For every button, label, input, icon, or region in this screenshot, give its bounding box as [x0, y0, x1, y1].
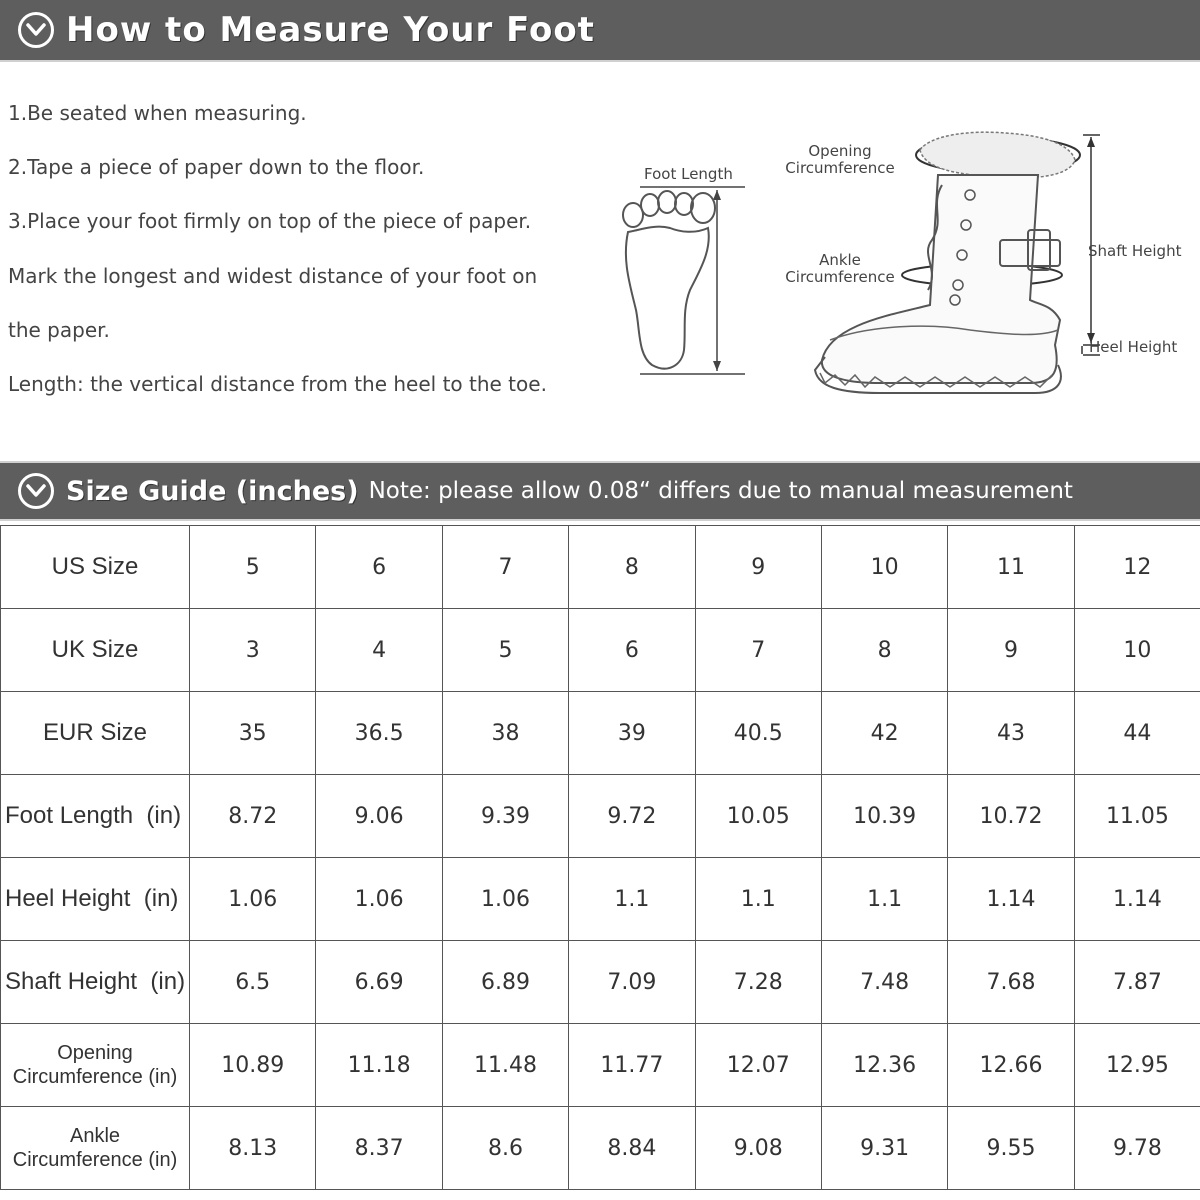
chevron-down-icon: [18, 12, 54, 48]
table-row: [1, 775, 1200, 858]
table-cell: 43: [948, 692, 1074, 775]
table-cell: 9.06: [316, 775, 442, 858]
row-label: Heel Height (in): [1, 858, 190, 941]
chevron-down-icon: [18, 473, 54, 509]
table-cell: 9: [948, 609, 1074, 692]
table-cell: 12.66: [948, 1024, 1074, 1107]
table-cell: 9.08: [695, 1107, 821, 1190]
size-table: [0, 525, 1200, 1190]
table-cell: 1.06: [442, 858, 568, 941]
table-cell: 8.37: [316, 1107, 442, 1190]
table-cell: 9: [695, 526, 821, 609]
table-cell: 11.05: [1074, 775, 1200, 858]
row-label: [1, 1024, 190, 1107]
size-guide-header: [0, 461, 1200, 521]
table-cell: 42: [821, 692, 947, 775]
table-cell: 1.14: [948, 858, 1074, 941]
table-cell: 10.72: [948, 775, 1074, 858]
table-cell: 1.1: [821, 858, 947, 941]
table-cell: 1.06: [316, 858, 442, 941]
table-cell: 8: [569, 526, 695, 609]
size-guide-title: Size Guide (inches): [66, 475, 359, 507]
table-cell: 8: [821, 609, 947, 692]
step-text: the paper.: [8, 317, 110, 342]
foot-length-label: Foot Length: [644, 165, 733, 183]
table-cell: 40.5: [695, 692, 821, 775]
row-label: UK Size: [1, 609, 190, 692]
row-label: [1, 1107, 190, 1190]
table-cell: 36.5: [316, 692, 442, 775]
table-cell: 9.55: [948, 1107, 1074, 1190]
step-text: 3.Place your foot firmly on top of the piece of paper.: [8, 209, 532, 234]
table-cell: 6.5: [190, 941, 316, 1024]
table-cell: 35: [190, 692, 316, 775]
table-cell: 10: [1074, 609, 1200, 692]
table-row: [1, 526, 1200, 609]
table-cell: 44: [1074, 692, 1200, 775]
table-cell: 3: [190, 609, 316, 692]
table-row: [1, 609, 1200, 692]
heel-height-label: Heel Height: [1089, 338, 1178, 356]
table-cell: 1.1: [695, 858, 821, 941]
table-cell: 1.06: [190, 858, 316, 941]
row-label: Shaft Height (in): [1, 941, 190, 1024]
table-cell: 7: [695, 609, 821, 692]
table-cell: 6.89: [442, 941, 568, 1024]
step-text: Mark the longest and widest distance of your foot on: [8, 263, 538, 288]
foot-outline-icon: [600, 160, 760, 390]
table-row: [1, 941, 1200, 1024]
table-cell: 11.18: [316, 1024, 442, 1107]
table-cell: 11.77: [569, 1024, 695, 1107]
table-cell: 6.69: [316, 941, 442, 1024]
table-cell: 9.39: [442, 775, 568, 858]
row-label: Foot Length (in): [1, 775, 190, 858]
table-cell: 4: [316, 609, 442, 692]
row-label-line: Ankle: [69, 1125, 121, 1147]
table-cell: 39: [569, 692, 695, 775]
opening-circumference-label: Opening Circumference: [785, 142, 895, 177]
table-cell: 9.72: [569, 775, 695, 858]
table-cell: 5: [190, 526, 316, 609]
table-cell: 12: [1074, 526, 1200, 609]
measure-steps: [8, 92, 598, 417]
table-cell: 10.39: [821, 775, 947, 858]
row-label-line: Opening: [57, 1042, 133, 1064]
table-row: [1, 1024, 1200, 1107]
row-label: EUR Size: [1, 692, 190, 775]
table-cell: 7.09: [569, 941, 695, 1024]
measure-header: [0, 0, 1200, 62]
shaft-height-label: Shaft Height: [1088, 242, 1182, 260]
table-cell: 9.31: [821, 1107, 947, 1190]
table-cell: 9.78: [1074, 1107, 1200, 1190]
table-cell: 5: [442, 609, 568, 692]
table-cell: 8.72: [190, 775, 316, 858]
table-cell: 8.13: [190, 1107, 316, 1190]
table-cell: 11: [948, 526, 1074, 609]
page-title: How to Measure Your Foot: [66, 10, 595, 50]
table-row: [1, 858, 1200, 941]
table-row: [1, 692, 1200, 775]
row-label: US Size: [1, 526, 190, 609]
table-cell: 10.05: [695, 775, 821, 858]
table-cell: 8.6: [442, 1107, 568, 1190]
table-cell: 12.36: [821, 1024, 947, 1107]
size-guide-note: Note: please allow 0.08“ differs due to manual measurement: [368, 478, 1073, 504]
table-row: [1, 1107, 1200, 1190]
table-cell: 10.89: [190, 1024, 316, 1107]
table-cell: 12.95: [1074, 1024, 1200, 1107]
ankle-circumference-label: Ankle Circumference: [785, 251, 895, 286]
table-cell: 7.28: [695, 941, 821, 1024]
table-cell: 1.1: [569, 858, 695, 941]
table-cell: 7.87: [1074, 941, 1200, 1024]
table-cell: 7.68: [948, 941, 1074, 1024]
table-cell: 38: [442, 692, 568, 775]
table-cell: 7.48: [821, 941, 947, 1024]
row-label-line: Circumference (in): [12, 1149, 178, 1171]
table-cell: 12.07: [695, 1024, 821, 1107]
table-cell: 1.14: [1074, 858, 1200, 941]
row-label-line: Circumference (in): [12, 1066, 178, 1088]
table-cell: 6: [316, 526, 442, 609]
table-cell: 11.48: [442, 1024, 568, 1107]
table-cell: 8.84: [569, 1107, 695, 1190]
table-cell: 10: [821, 526, 947, 609]
step-text: 2.Tape a piece of paper down to the floor.: [8, 155, 425, 180]
table-cell: 6: [569, 609, 695, 692]
step-text: Length: the vertical distance from the heel to the toe.: [8, 371, 547, 396]
table-cell: 7: [442, 526, 568, 609]
step-text: 1.Be seated when measuring.: [8, 101, 307, 125]
